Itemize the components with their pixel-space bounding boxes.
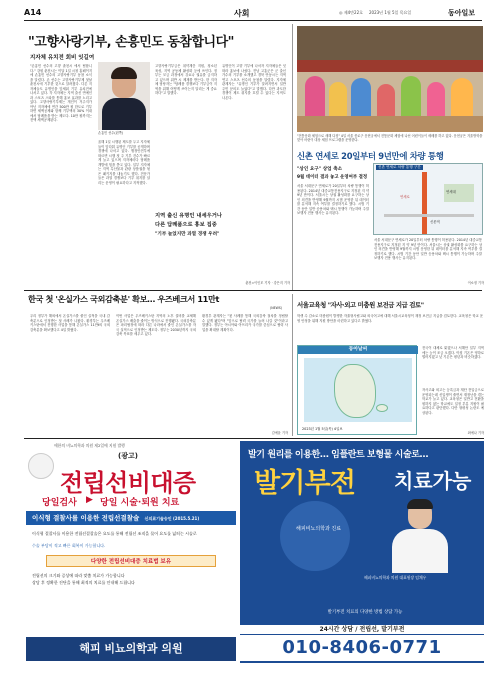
sinchon-headline: 신촌 연세로 20일부터 9년만에 차량 통행 (297, 151, 444, 161)
ad-right-sub: 해피비뇨의학과 진료 (296, 526, 342, 532)
ad-left-panel (24, 441, 238, 663)
doctor-photo (390, 499, 450, 573)
ad-step-2: 당일 시술·퇴원 치료 (100, 498, 180, 508)
pull-quote-line-2: 다른 답례품으로 홍보 집중 (155, 222, 217, 228)
ad-arrow-icon: ▶ (86, 495, 93, 505)
map-label-univ: 연세대 (446, 190, 456, 194)
sinchon-map (373, 163, 483, 235)
sinchon-text-right: 서울 서대문구 연세로가 20일부터 차량 통행이 허용된다. 2014년 대중교통전용지구로 지정된 지 약 9년 만이다. 서울시는 상권 활성화를 요구하는 상인 의견을 반영해 9월까지 시범 운영한 뒤 데이터를 분석해 지속 여부를 결정하기로 했다. 시범 기간 동안 일반 승용차와 택시 통행이 가능하며 주말 보행자 전용 행사는 유지된다. (374, 238, 482, 260)
ad-left-text-3: 전립선의 크기와 증상에 따라 맞춤 치료가 가능합니다 (32, 573, 125, 578)
vertical-divider (292, 24, 293, 290)
ad-left-tag: (광고) (118, 452, 138, 460)
issue-date: 2023년 1월 5일 목요일 (369, 10, 412, 15)
ad-right-panel (240, 441, 484, 663)
pull-quote (155, 212, 222, 239)
sinchon-subhead-1: "상인 요구" 상업 축소 (297, 167, 343, 172)
son-photo (98, 62, 150, 130)
top-headline: "고향사랑기부, 손흥민도 동참합니다" (28, 35, 234, 50)
header-rule (24, 20, 482, 21)
page-number: A14 (24, 8, 42, 17)
sinchon-subhead-2: 9월 데이터 결과 놓고 운영여부 결정 (297, 175, 368, 180)
ad-left-text-2: 수술 부담이 적고 빠른 회복이 가능합니다. (32, 543, 106, 548)
ad-left-text-4: 상담 후 정확한 진단을 통해 최적의 치료를 안내해 드립니다 (32, 580, 135, 585)
ad-phone: 010-8406-0771 (240, 635, 484, 661)
map-label-station: 신촌역 (430, 220, 440, 224)
mid-col-1: 우리 정부가 해외에서 온실가스를 줄인 실적을 국내 감축분으로 인정받는 첫 사례가 나왔다. 환경부는 우즈베키스탄에서 진행한 사업을 통해 온실가스 11만t의 국외감축분을 확보했다고 4일 밝혔다. (30, 314, 110, 332)
pull-quote-line-1: 지역 출신 유명인 내세우거나 (155, 213, 222, 219)
ad-step-1: 당일검사 (42, 498, 77, 508)
mid-rule (24, 290, 482, 291)
issue-number: ◎ 제4만22호 (339, 10, 363, 15)
map-title: 신촌 연세로 차량 통행 구간 (378, 165, 421, 169)
mid-tag: (NEWS) (270, 306, 283, 310)
page-header (24, 8, 482, 20)
section-name: 사회 (234, 9, 250, 18)
ad-clinic-name: 해피 비뇨의학과 의원 (26, 637, 236, 661)
mid-byline: 김예윤 기자 (271, 431, 288, 435)
top-col-2: 올해 1일 시행된 제도를 두고 지자체들이 앞다퉈 유명인 기부를 공개하며 경쟁에 나서고 있다. 행정안전부에 따르면 시행 첫 주 기부 건수가 빠르게 늘고 있으며 지자체마다 답례품 개발에 힘을 쏟고 있다. 일부 지자체는 지역 특산물과 관광 상품권을 묶은 패키지를 내놓기도 했다. 전문가들은 과열 경쟁보다 기부 취지를 살리는 운영이 필요하다고 지적했다. (98, 140, 150, 185)
weather-date: 2023년 1월 5일(목) 4일보 (302, 427, 343, 431)
mid-headline: 한국 첫 '온실가스 국외감축분' 확보… 우즈베크서 11만t (28, 294, 219, 304)
ad-right-title-2: 치료가능 (394, 469, 472, 493)
ad-right-title: 발기부전 (254, 468, 356, 499)
weather-title: 동아날씨 (298, 346, 418, 354)
ad-area (24, 438, 484, 664)
top-byline: 춘천=이인모 기자 · 강은지 기자 (245, 281, 290, 285)
ad-left-sub-approval: 신의료기술승인 (2015.5.21) (144, 516, 200, 521)
ad-left-text-1: 이식형 결찰사를 이용한 전립선결찰술은 요도를 통해 전립선 조직을 묶어 요도를 넓히는 시술로 (32, 531, 197, 536)
ad-top-label: 애한의 비뇨의학과 의원 제2일에 지원 발행 (54, 443, 125, 448)
son-photo-caption: 손흥민 선수(왼쪽) (98, 131, 124, 135)
ad-left-box: 다양한 전립선비대증 치료법 보유 (46, 555, 216, 567)
top-col-1: "손흥민 선수의 고향 춘천시 에서 팀합니다." 강원 춘천시는 이달 1일 시청 홈페이지에 손흥민 선수의 고향사랑기부 동참 소식을 알렸다. 손 선수는 고향사랑기부제 첫날 춘천시에 기부한 것으로 알려졌다. 다른 지자체들도 유명인을 앞세워 기부 유치전에 나서고 있다. 각 지자체는 지역 출신 연예인과 스포츠 스타를 통해 홍보 효과를 노리고 있다. 고향사랑기부제는 개인이 거주지가 아닌 지자체에 연간 500만 원 한도로 기부하면 세액공제와 함께 기부액의 30% 이내에서 답례품을 받는 제도다. 10만 원까지는 전액 세액공제된다. (30, 64, 92, 122)
top-col-2b: 고향사랑기부금은 취약계층 지원, 청소년 육성, 지역 공동체 활성화 등에 쓰인다. 정부는 모금 과정에서 강요나 권유를 금지하고 있으며 위반 시 제재를 받는다. 한 지자체 담당자는 "답례품 경쟁보다 기부금이 지역을 위해 어떻게 쓰이는지 알리는 게 중요하다"고 말했다. (155, 64, 217, 95)
sinchon-text-left: 서울 서대문구 연세로가 20일부터 차량 통행이 허용된다. 2014년 대중교통전용지구로 지정된 지 약 9년 만이다. 서울시는 상권 활성화를 요구하는 상인 의견을 반영해 9월까지 시범 운영한 뒤 데이터를 분석해 지속 여부를 결정하기로 했다. 시범 기간 동안 일반 승용차와 택시 통행이 가능하며 주말 보행자 전용 행사는 유지된다. (297, 184, 369, 215)
mid-col-2: 이번 사업은 우즈베키스탄 지역의 노후 설비를 교체해 온실가스 배출을 줄이는 방식으로 진행됐다. 국외감축분은 파리협정에 따라 다른 나라에서 줄인 온실가스를 자국 실적으로 인정받는 제도다. 정부는 2030년까지 국외감축 목표를 세우고 있다. (116, 314, 196, 336)
mid-col-3: 환경부 관계자는 "첫 사례를 통해 국외감축 절차를 정립할 수 있게 됐다"며 "앞으로 협력 국가를 늘려 나갈 것"이라고 말했다. 정부는 아시아와 아프리카 국가를 중심으로 협력 사업을 확대할 계획이다. (202, 314, 288, 332)
weather-box (297, 345, 417, 435)
weather-text: 전국이 대체로 맑겠으나 서해안 일부 지역에는 눈이 조금 오겠다. 아침 기온은 영하로 떨어지겠고 낮 기온은 평년과 비슷하겠다. (422, 346, 484, 359)
ad-left-title: 전립선비대증 (60, 469, 196, 497)
paper-name: 동아일보 (448, 9, 476, 17)
mid-divider (292, 294, 293, 436)
map-label-road: 연세로 (400, 195, 410, 199)
culture-photo (297, 26, 483, 132)
top-subhead: 지자체 유치전 회비 잇길여 (30, 55, 95, 61)
ad-info: 24시간 상담 / 전립선, 발기부전 (240, 625, 484, 634)
edu-col-1: 학생 수 감소로 미충원이 발생한 자율형사립고와 외국어고에 대해 서울시교육청이 재정 보전금 지급을 검토한다. 교육청은 학교 운영 안정을 위해 지원 방안을 마련하고 있다고 밝혔다. (297, 314, 483, 323)
edu-col-2: 자사고와 외고는 등록금과 재단 전입금으로 운영되는데 신입생이 줄면서 재정난을 겪는 학교가 늘고 있다. 교육청은 일반고 전환을 원하지 않는 학교에도 일정 부분 지원이 필요하다고 판단했다. 다만 형평성 논란도 예상된다. (422, 388, 484, 415)
ad-right-text: 발기부전 치료의 다양한 방법 상담 가능 (327, 610, 403, 615)
ad-doctor-name: 해피비뇨의학과 의원 대표원장 임채우 (364, 575, 427, 580)
ad-right-head: 발기 원리를 이용한… 임플란트 보형물 시술로… (248, 450, 429, 460)
pull-quote-line-3: "기부 늘었지만 과열 경쟁 우려" (155, 232, 220, 237)
edu-byline: 최예나 기자 (467, 431, 484, 435)
sinchon-byline: 이소정 기자 (467, 281, 484, 285)
ad-left-sub-text: 이식형 결찰사를 이용한 전립선결찰술 (32, 514, 140, 522)
culture-photo-caption: "전통문화 체험으로 새해 다짐" 4일 서울 종로구 운현궁에서 전통문화 체험에 나선 어린이들이 세배를 하고 있다. 운현궁은 겨울방학을 맞아 어린이 대상 체험 프로그램을 운영한다. (297, 134, 483, 143)
top-col-3: 유명인이 고향 기부에 나서자 지자체들은 잇따라 홍보에 나섰다. 전남 고흥군은 군 출신 가수의 기부를 소개했고 경북 안동시는 지역 연고 스포츠 선수의 동참을 알렸다. 지자체 관계자는 "유명인 기부가 알려지면서 일반 주민 문의도 늘었다"고 말했다. 다만 과도한 경쟁이 제도 취지를 흐릴 수 있다는 지적도 나온다. (222, 64, 286, 100)
edu-headline: 서울교육청 "자사·외고 미충원 보전금 지급 검토" (297, 301, 424, 309)
ad-left-sub (26, 511, 236, 525)
